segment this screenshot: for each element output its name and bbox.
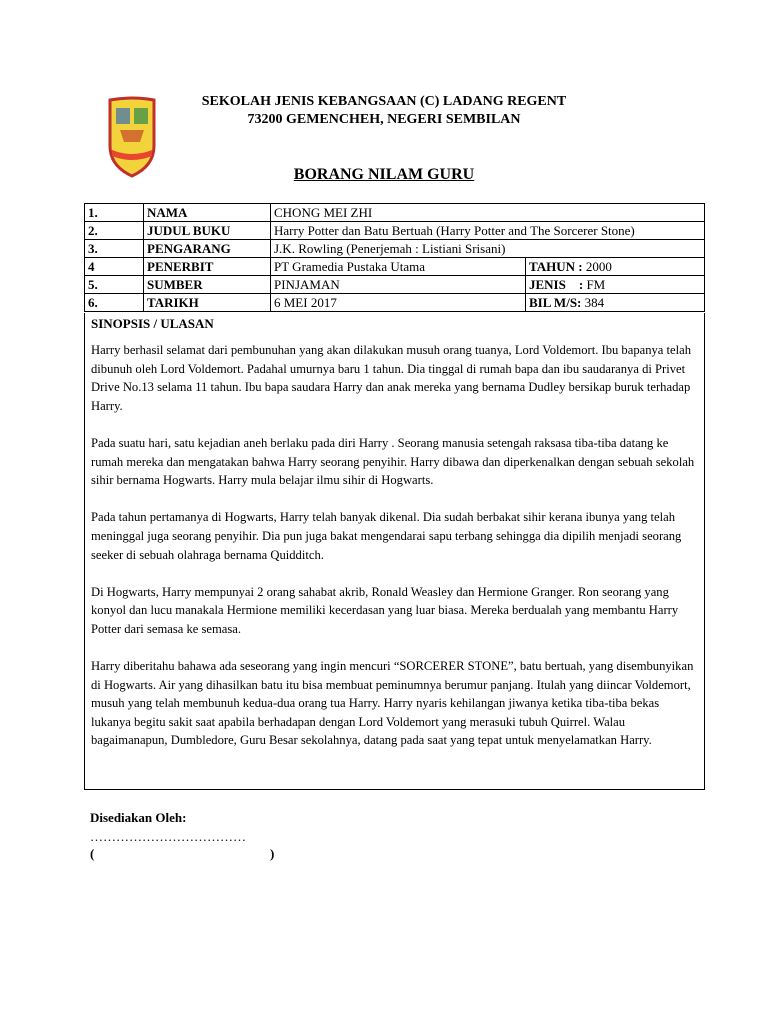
synopsis-paragraph: Harry berhasil selamat dari pembunuhan yang akan dilakukan musuh orang tuanya, Lord Voldemort. Ibu bapanya telah dibunuh oleh Lord Voldemort. Padahal umurnya baru 1 tahun. Dia tinggal di rumah bapa dan ibu saudaranya di Privet Drive No.13 selama 11 tahun. Ibu bapa saudara Harry dan anak mereka yang bernama Dudley bersikap buruk terhadap Harry. (91, 343, 692, 413)
table-row (85, 276, 705, 294)
row-value: PT Gramedia Pustaka Utama (271, 258, 526, 276)
synopsis-paragraph: Di Hogwarts, Harry mempunyai 2 orang sahabat akrib, Ronald Weasley dan Hermione Granger. Ron seorang yang konyol dan lucu manakala Hermione memiliki kecerdasan yang luar biasa. Mereka berdualah yang membantu Harry Potter dari semasa ke semasa. (91, 584, 679, 636)
form-title: BORANG NILAM GURU (293, 166, 475, 183)
row-number: 5. (85, 276, 144, 294)
signature-line: ……………………………… (90, 829, 246, 844)
school-header (0, 93, 768, 129)
table-row (85, 294, 705, 312)
row-value: J.K. Rowling (Penerjemah : Listiani Srisani) (271, 240, 705, 258)
synopsis-paragraph: Harry diberitahu bahawa ada seseorang yang ingin mencuri “SORCERER STONE”, batu bertuah, yang disembunyikan di Hogwarts. Air yang dihasilkan batu itu bisa membuat peminumnya berumur panjang. Itulah yang diincar Voldemort, musuh yang telah membunuh kedua-dua orang tua Harry. Harry nyaris kehilangan jiwanya ketika tiba-tiba bekas lukanya begitu sakit saat apabila berhadapan dengan Lord Voldemort yang merasuki tubuh Quirrel. Walau bagaimanapun, Dumbledore, Guru Besar sekolahnya, datang pada saat yang tepat untuk menyelamatkan Harry. (91, 659, 694, 748)
extra-value: 2000 (585, 258, 612, 274)
table-row (85, 204, 705, 222)
row-value: PINJAMAN (271, 276, 526, 294)
row-label: PENERBIT (144, 258, 271, 276)
extra-value: 384 (584, 294, 605, 310)
row-value: CHONG MEI ZHI (271, 204, 705, 222)
row-label: SUMBER (144, 276, 271, 294)
synopsis-paragraph: Pada suatu hari, satu kejadian aneh berlaku pada diri Harry . Seorang manusia setengah raksasa tiba-tiba datang ke rumah mereka dan mengatakan bahwa Harry seorang penyihir. Harry dibawa dan diperkenalkan dengan sebuah sekolah sihir bernama Hogwarts. Harry mula belajar ilmu sihir di Hogwarts. (91, 435, 695, 488)
synopsis-label: SINOPSIS / ULASAN (91, 316, 214, 331)
extra-value: FM (586, 276, 606, 292)
synopsis-paragraph: Pada tahun pertamanya di Hogwarts, Harry telah banyak dikenal. Dia sudah berbakat sihir kerana ibunya yang telah meninggal juga seorang penyihir. Dia pun juga bakat mengendarai sapu terbang sehingga dia dipilih menjadi seorang seeker di sebuah olahraga bernama Quidditch. (91, 510, 682, 562)
row-label: NAMA (144, 204, 271, 222)
school-address: 73200 GEMENCHEH, NEGERI SEMBILAN (247, 112, 521, 127)
row-value: Harry Potter dan Batu Bertuah (Harry Potter and The Sorcerer Stone) (271, 222, 705, 240)
row-extra (526, 294, 705, 312)
synopsis-box (84, 313, 705, 790)
row-extra (526, 276, 705, 294)
extra-label: BIL M/S: (529, 294, 582, 310)
row-label: TARIKH (144, 294, 271, 312)
extra-label: JENIS : (529, 276, 584, 292)
row-value: 6 MEI 2017 (271, 294, 526, 312)
name-paren-open: ( (90, 846, 95, 861)
info-table (84, 203, 705, 312)
row-label: JUDUL BUKU (144, 222, 271, 240)
row-label: PENGARANG (144, 240, 271, 258)
table-row (85, 240, 705, 258)
row-number: 3. (85, 240, 144, 258)
row-number: 1. (85, 204, 144, 222)
table-row (85, 222, 705, 240)
row-number: 6. (85, 294, 144, 312)
extra-label: TAHUN : (529, 258, 583, 274)
table-row (85, 258, 705, 276)
row-number: 4 (85, 258, 144, 276)
row-extra (526, 258, 705, 276)
synopsis-text (91, 341, 697, 769)
school-name: SEKOLAH JENIS KEBANGSAAN (C) LADANG REGENT (201, 94, 567, 109)
prepared-by-label: Disediakan Oleh: (90, 810, 187, 825)
row-number: 2. (85, 222, 144, 240)
name-paren-close: ) (270, 846, 275, 861)
